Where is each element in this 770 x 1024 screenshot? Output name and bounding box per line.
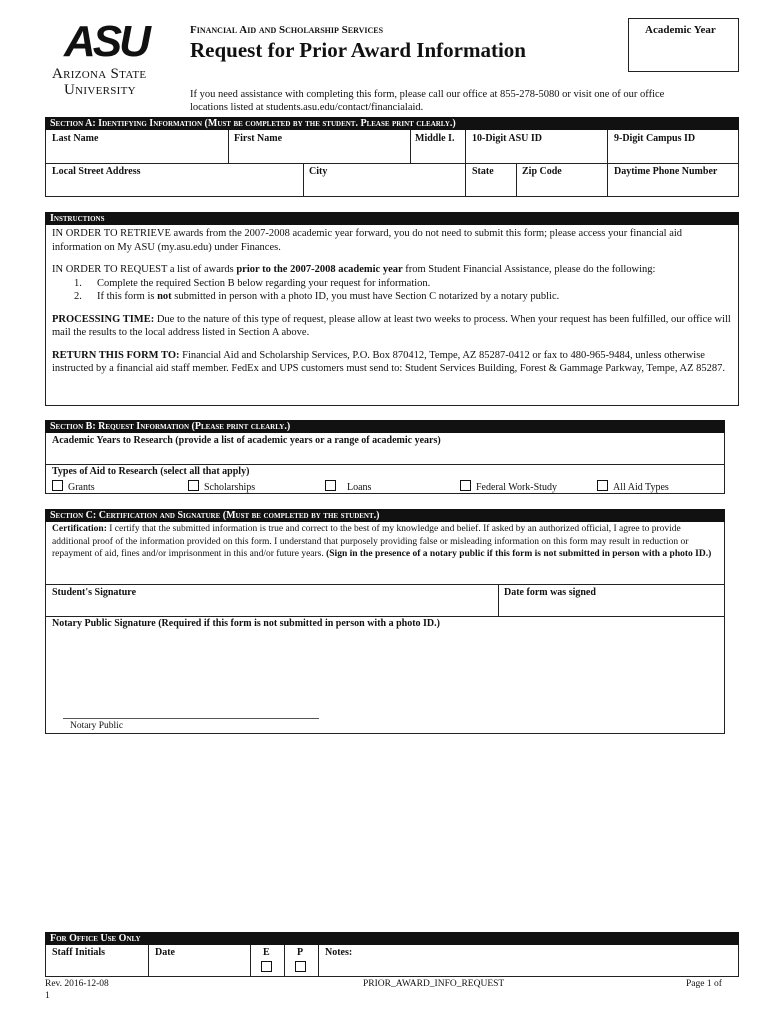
office-e-checkbox[interactable]: [261, 961, 272, 972]
department-name: Financial Aid and Scholarship Services: [190, 24, 384, 36]
page-number: Page 1 of: [686, 979, 722, 989]
office-p-checkbox[interactable]: [295, 961, 306, 972]
assistance-line-2: locations listed at students.asu.edu/contact/financialaid.: [190, 102, 424, 113]
office-divider: [148, 945, 149, 977]
staff-initials-field[interactable]: Staff Initials: [52, 947, 106, 958]
item-2-post: submitted in person with a photo ID, you must have Section C notarized by a notary public.: [171, 291, 560, 302]
office-date-field[interactable]: Date: [155, 947, 175, 958]
scholarships-label: Scholarships: [204, 482, 256, 493]
notary-signature-field[interactable]: Notary Public Signature (Required if this form is not submitted in person with a photo ID.): [52, 618, 440, 629]
page-total: 1: [45, 991, 50, 1001]
processing-time-text: Due to the nature of this type of request, please allow at least two weeks to process. When your request has been fulfilled, our office will mail the results to the local address listed in Section A above.: [52, 313, 731, 338]
processing-time-label: PROCESSING TIME:: [52, 313, 155, 325]
federal-work-study-checkbox[interactable]: [460, 480, 557, 493]
instructions-request-pre: IN ORDER TO REQUEST a list of awards: [52, 264, 237, 275]
item-2-bold: not: [157, 291, 172, 302]
section-a-divider: [303, 163, 304, 197]
asu-logo-line1: Arizona State: [52, 66, 147, 82]
section-c-divider: [45, 616, 725, 617]
middle-initial-field[interactable]: Middle I.: [415, 133, 455, 144]
office-divider: [318, 945, 319, 977]
aid-types-label: Types of Aid to Research (select all that apply): [52, 466, 250, 477]
item-1-number: 1.: [74, 277, 82, 289]
academic-years-field[interactable]: Academic Years to Research (provide a list of academic years or a range of academic years): [52, 435, 441, 446]
scholarships-checkbox[interactable]: [188, 480, 255, 493]
asu-id-field[interactable]: 10-Digit ASU ID: [472, 133, 543, 144]
instructions-retrieve: IN ORDER TO RETRIEVE awards from the 2007-2008 academic year forward, you do not need to submit this form; please access your financial aid information on My ASU (my.asu.edu) under Finances.: [52, 228, 683, 253]
instructions-body: [52, 227, 734, 376]
section-a-row-divider: [45, 163, 739, 164]
section-a-divider: [465, 130, 466, 197]
office-e-label: E: [263, 947, 270, 958]
item-1-text: Complete the required Section B below regarding your request for information.: [97, 277, 431, 289]
section-a-divider: [410, 130, 411, 163]
federal-work-study-checkbox-box[interactable]: [460, 480, 471, 491]
scholarships-checkbox-box[interactable]: [188, 480, 199, 491]
section-a-divider: [607, 130, 608, 197]
section-b-header: Section B: Request Information (Please print clearly.): [45, 420, 725, 433]
section-a-divider: [228, 130, 229, 163]
office-use-box: [45, 945, 739, 977]
section-b-divider: [45, 464, 725, 465]
instructions-request-post: from Student Financial Assistance, please do the following:: [402, 264, 656, 275]
instructions-request-bold: prior to the 2007-2008 academic year: [236, 264, 403, 275]
campus-id-field[interactable]: 9-Digit Campus ID: [614, 133, 696, 144]
first-name-field[interactable]: First Name: [234, 133, 283, 144]
zip-code-field[interactable]: Zip Code: [522, 166, 562, 177]
all-aid-types-checkbox[interactable]: [597, 480, 669, 493]
student-signature-field[interactable]: Student's Signature: [52, 587, 137, 598]
phone-number-field[interactable]: Daytime Phone Number: [614, 166, 718, 177]
state-field[interactable]: State: [472, 166, 494, 177]
section-c-divider: [45, 584, 725, 585]
return-address: [52, 349, 734, 376]
grants-label: Grants: [68, 482, 95, 493]
notary-signature-line: [63, 718, 319, 719]
item-2-number: 2.: [74, 291, 82, 302]
loans-checkbox[interactable]: [325, 480, 371, 493]
office-divider: [250, 945, 251, 977]
certification-body: I certify that the submitted information is true and correct to the best of my knowledge and belief. If asked by an authorized official, I agree to provide additional proof of the information provided on this form. I understand that purposely providing false or misleading information on this form may result in reduction or repayment of aid, fines and/or imprisonment in this and/or future years.: [52, 524, 689, 559]
office-p-label: P: [297, 947, 304, 958]
asu-logo: [50, 17, 175, 102]
section-a-divider: [516, 163, 517, 197]
return-address-label: RETURN THIS FORM TO:: [52, 349, 180, 361]
section-c-divider: [498, 584, 499, 616]
grants-checkbox[interactable]: [52, 480, 95, 493]
instructions-item-1: [52, 277, 734, 291]
notary-public-label: Notary Public: [70, 721, 124, 731]
item-2-pre: If this form is: [97, 291, 158, 302]
instructions-header: Instructions: [45, 212, 739, 225]
loans-checkbox-box[interactable]: [325, 480, 336, 491]
last-name-field[interactable]: Last Name: [52, 133, 99, 144]
asu-logo-line2: University: [64, 82, 136, 98]
certification-notary-note: (Sign in the presence of a notary public if this form is not submitted in person with a photo ID.): [323, 549, 712, 559]
street-address-field[interactable]: Local Street Address: [52, 166, 141, 177]
all-aid-types-label: All Aid Types: [613, 482, 669, 493]
assistance-line-1: If you need assistance with completing this form, please call our office at 855-278-5080 or visit one of our office: [190, 89, 665, 100]
academic-year-field[interactable]: [628, 18, 739, 72]
revision-date: Rev. 2016-12-08: [45, 979, 109, 989]
office-notes-field[interactable]: Notes:: [325, 947, 353, 958]
section-c-header: Section C: Certification and Signature (Must be completed by the student.): [45, 509, 725, 522]
form-code: PRIOR_AWARD_INFO_REQUEST: [363, 979, 505, 989]
office-use-header: For Office Use Only: [45, 932, 739, 945]
instructions-request: [52, 263, 734, 277]
processing-time: [52, 313, 734, 340]
city-field[interactable]: City: [309, 166, 328, 177]
loans-label: Loans: [347, 482, 372, 493]
instructions-item-2: [52, 290, 734, 304]
federal-work-study-label: Federal Work-Study: [476, 482, 557, 493]
all-aid-types-checkbox-box[interactable]: [597, 480, 608, 491]
academic-year-label: Academic Year: [645, 24, 716, 36]
assistance-text: [190, 88, 740, 114]
certification-text: [52, 523, 720, 561]
return-address-text: Financial Aid and Scholarship Services, P.O. Box 870412, Tempe, AZ 85287-0412 or fax to 480-965-9484, unless otherwise instructed by a financial aid staff member. FedEx and UPS customers must send to: Student Services Building, Forest & Gammage Parkway, Tempe, AZ 85287.: [52, 349, 726, 374]
section-a-header: Section A: Identifying Information (Must be completed by the student. Please print clearly.): [45, 117, 739, 130]
asu-logo-mark: ASU: [64, 17, 148, 66]
office-divider: [284, 945, 285, 977]
page-title: Request for Prior Award Information: [190, 38, 526, 62]
grants-checkbox-box[interactable]: [52, 480, 63, 491]
certification-label: Certification:: [52, 524, 107, 534]
date-signed-field[interactable]: Date form was signed: [504, 587, 596, 598]
